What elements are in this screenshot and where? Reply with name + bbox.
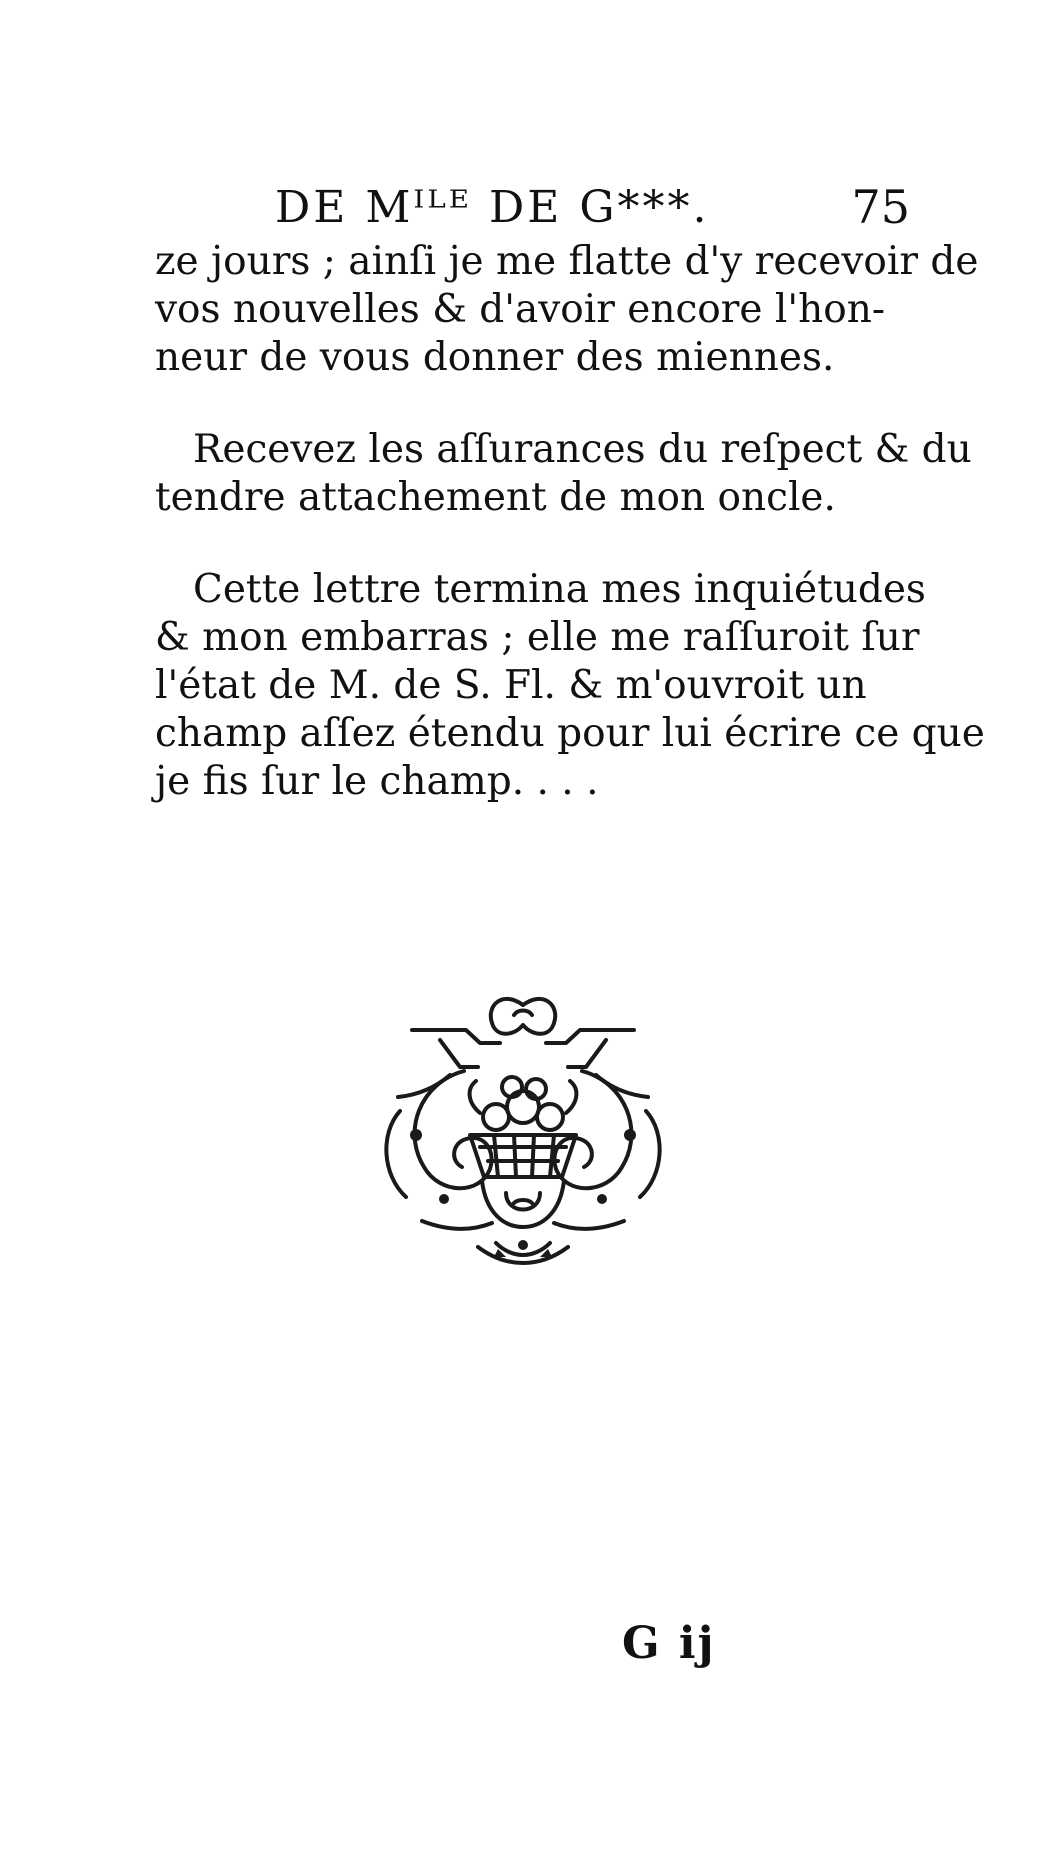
signature-mark: G ij — [622, 1618, 716, 1669]
text-line: ze jours ; ainſi je me flatte d'y recevoir de — [155, 239, 979, 284]
text-line: neur de vous donner des miennes. — [155, 335, 835, 380]
text-line: & mon embarras ; elle me raſſuroit ſur — [155, 615, 920, 660]
paragraph-gap — [155, 522, 905, 566]
text-line: Cette lettre termina mes inquiétudes — [193, 567, 926, 612]
text-line: champ aſſez étendu pour lui écrire ce que — [155, 711, 985, 756]
running-head — [155, 182, 915, 242]
running-title: DE Mᴵᴸᴱ DE G***. — [275, 182, 710, 233]
paragraph-3 — [155, 566, 985, 806]
text-line: tendre attachement de mon oncle. — [155, 475, 836, 520]
text-block — [155, 238, 985, 806]
text-line: vos nouvelles & d'avoir encore l'hon- — [155, 287, 885, 332]
paragraph-2 — [155, 426, 972, 522]
page-number: 75 — [851, 180, 910, 234]
flower-basket-ornament-icon — [368, 985, 678, 1275]
text-line: je fis ſur le champ. . . . — [155, 759, 599, 804]
paragraph-gap — [155, 382, 905, 426]
text-line: Recevez les aſſurances du reſpect & du — [193, 427, 972, 472]
paragraph-1 — [155, 238, 979, 382]
text-line: l'état de M. de S. Fl. & m'ouvroit un — [155, 663, 867, 708]
